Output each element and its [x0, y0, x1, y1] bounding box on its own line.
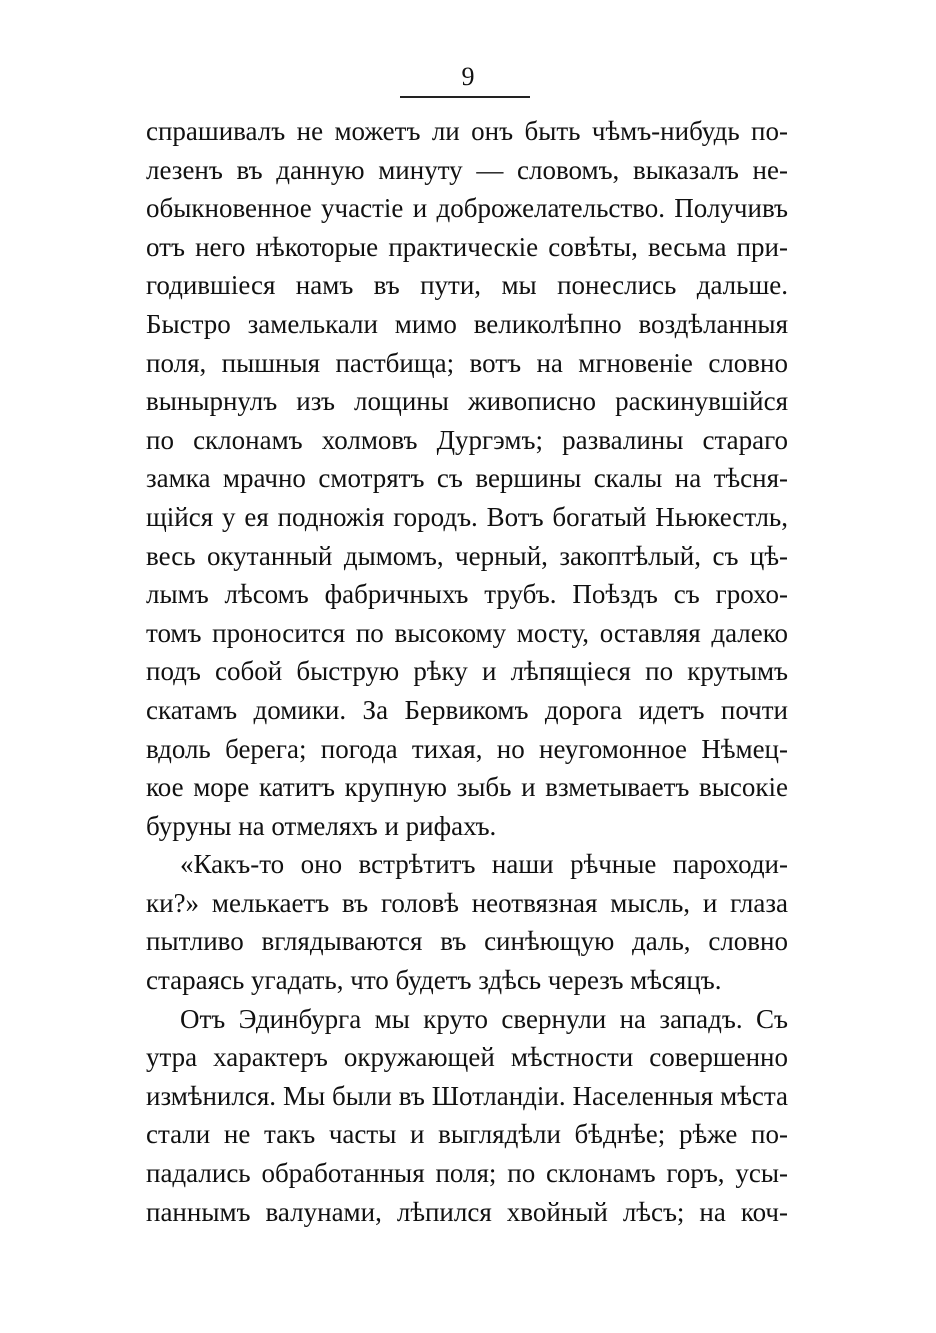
text-line: буруны на отмеляхъ и рифахъ. — [146, 810, 497, 841]
text-line: годившіеся намъ въ пути, мы понеслись дальше. — [146, 270, 788, 301]
header-rule — [400, 96, 530, 98]
text-line: ки?» мелькаетъ въ головѣ неотвязная мысль, и глаза — [146, 887, 788, 918]
text-line: Быстро замелькали мимо великолѣпно воздѣланныя — [146, 308, 788, 339]
text-line: вдоль берега; погода тихая, но неугомонное Нѣмец- — [146, 733, 788, 764]
text-line: обыкновенное участіе и доброжелательство. Получивъ — [146, 193, 788, 224]
text-line: подъ собой быструю рѣку и лѣпящіеся по крутымъ — [146, 656, 788, 687]
text-line: вынырнулъ изъ лощины живописно раскинувшійся — [146, 386, 788, 417]
text-line: стараясь угадать, что будетъ здѣсь черезъ мѣсяцъ. — [146, 965, 722, 996]
page-number: 9 — [461, 62, 475, 91]
text-line: отъ него нѣкоторые практическіе совѣты, весьма при- — [146, 231, 788, 262]
text-line: паннымъ валунами, лѣпился хвойный лѣсъ; на коч- — [146, 1196, 788, 1227]
text-line: щійся у ея подножія городъ. Вотъ богатый Ньюкестль, — [146, 501, 788, 532]
text-line: спрашивалъ не можетъ ли онъ быть чѣмъ-нибудь по- — [146, 116, 788, 146]
text-line: лымъ лѣсомъ фабричныхъ трубъ. Поѣздъ съ грохо- — [146, 579, 788, 610]
text-line: Отъ Эдинбурга мы круто свернули на западъ. Съ — [180, 1003, 788, 1034]
body-text — [146, 112, 788, 1231]
text-line: пытливо вглядываются въ синѣющую даль, словно — [146, 926, 788, 957]
text-line: томъ проносится по высокому мосту, оставляя далеко — [146, 617, 788, 648]
text-line: измѣнился. Мы были въ Шотландіи. Населенныя мѣста — [146, 1080, 788, 1111]
text-line: стали не такъ часты и выглядѣли бѣднѣе; рѣже по- — [146, 1119, 788, 1150]
text-line: поля, пышныя пастбища; вотъ на мгновеніе словно — [146, 347, 788, 378]
text-line: замка мрачно смотрятъ съ вершины скалы на тѣсня- — [146, 463, 788, 494]
text-line: утра характеръ окружающей мѣстности совершенно — [146, 1042, 788, 1073]
text-line: падались обработанныя поля; по склонамъ горъ, усы- — [146, 1158, 788, 1189]
text-line: скатамъ домики. За Бервикомъ дорога идетъ почти — [146, 694, 788, 725]
text-line: «Какъ-то оно встрѣтитъ наши рѣчные пароходи- — [180, 849, 788, 880]
text-line: весь окутанный дымомъ, черный, закоптѣлый, съ цѣ- — [146, 540, 788, 571]
text-line: лезенъ въ данную минуту — словомъ, выказалъ не- — [146, 154, 788, 185]
text-line: кое море катитъ крупную зыбь и взметываетъ высокіе — [146, 772, 788, 803]
text-line: по склонамъ холмовъ Дургэмъ; развалины стараго — [146, 424, 788, 455]
